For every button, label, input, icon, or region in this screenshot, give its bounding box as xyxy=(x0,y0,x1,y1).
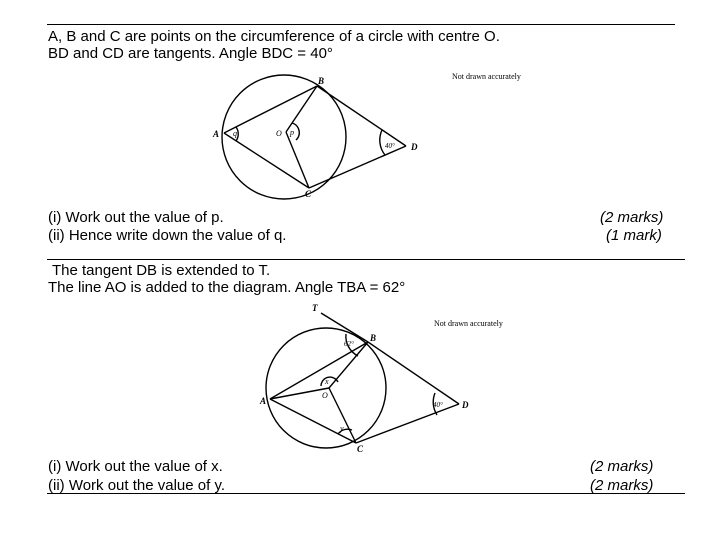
q2-label-t: T xyxy=(312,303,318,313)
q2-arc-x xyxy=(321,377,338,386)
q1-label-o: O xyxy=(276,129,282,138)
q1-part-i: (i) Work out the value of p. xyxy=(48,209,224,226)
q2-label-x: x xyxy=(325,377,329,386)
q2-line1: The tangent DB is extended to T. xyxy=(52,262,271,279)
q2-part-i: (i) Work out the value of x. xyxy=(48,458,223,475)
q1-not-drawn-note: Not drawn accurately xyxy=(452,72,521,81)
q1-label-a: A xyxy=(213,129,220,139)
q2-tangent-cd xyxy=(356,404,459,443)
q2-part-ii-marks: (2 marks) xyxy=(590,477,654,494)
q2-part-i-marks: (2 marks) xyxy=(590,458,654,475)
q2-label-c: C xyxy=(357,444,364,454)
q2-label-62: 62° xyxy=(344,340,354,348)
q1-label-p: p xyxy=(290,128,294,137)
q2-label-y: y xyxy=(340,424,344,433)
q1-label-40: 40° xyxy=(385,142,395,150)
q1-label-b: B xyxy=(318,76,325,86)
q2-label-o: O xyxy=(322,391,328,400)
q1-label-c: C xyxy=(305,189,312,199)
q1-part-ii: (ii) Hence write down the value of q. xyxy=(48,227,287,244)
q2-tangent-bd xyxy=(368,342,459,404)
q1-label-d: D xyxy=(411,142,418,152)
q2-radius-oc xyxy=(329,388,356,443)
q2-radius-ob xyxy=(329,342,368,388)
q2-label-a: A xyxy=(260,396,267,406)
bottom-rule xyxy=(47,493,685,494)
q2-not-drawn-note: Not drawn accurately xyxy=(434,319,503,328)
q1-part-ii-marks: (1 mark) xyxy=(606,227,662,244)
q2-line2: The line AO is added to the diagram. Angle TBA = 62° xyxy=(48,279,406,296)
q1-line1: A, B and C are points on the circumference of a circle with centre O. xyxy=(48,28,500,45)
q2-label-b: B xyxy=(370,333,377,343)
q2-label-d: D xyxy=(462,400,469,410)
q1-line2: BD and CD are tangents. Angle BDC = 40° xyxy=(48,45,333,62)
q2-chord-ac xyxy=(270,399,356,443)
q1-part-i-marks: (2 marks) xyxy=(600,209,664,226)
q2-label-40: 40° xyxy=(433,401,443,409)
q2-part-ii: (ii) Work out the value of y. xyxy=(48,477,226,494)
q1-label-q: q xyxy=(233,129,237,138)
